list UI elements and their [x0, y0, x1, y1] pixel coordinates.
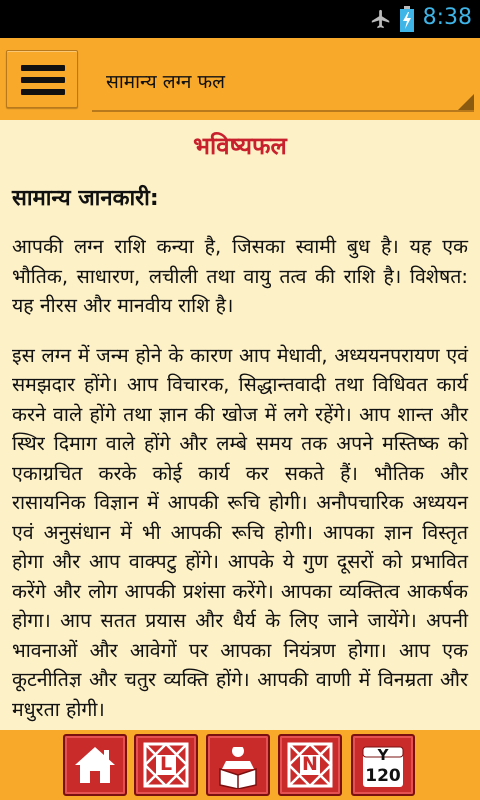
toolbar	[0, 38, 480, 120]
paragraph: आपकी लग्न राशि कन्या है, जिसका स्वामी बुध है। यह एक भौतिक, साधारण, लचीली तथा वायु तत्व की राशि है। विशेषत: यह नीरस और मानवीय राशि है।	[12, 235, 468, 317]
section-dropdown-value: सामान्य लग्न फल	[106, 71, 226, 93]
menu-button[interactable]	[6, 50, 78, 108]
yearly-forecast-button[interactable]	[351, 734, 415, 796]
lagna-kundli-button[interactable]	[134, 734, 198, 796]
hamburger-icon	[21, 65, 65, 71]
y-label: Y	[377, 746, 389, 764]
year-number: 120	[365, 766, 401, 786]
panchang-button[interactable]	[206, 734, 270, 796]
section-dropdown[interactable]	[92, 50, 474, 112]
clock: 8:38	[422, 5, 472, 30]
numerology-button[interactable]	[278, 734, 342, 796]
section-heading: सामान्य जानकारी:	[12, 186, 159, 211]
status-bar	[0, 0, 480, 38]
content-scroll-area[interactable]	[0, 120, 480, 730]
paragraph: इस लग्न में जन्म होने के कारण आप मेधावी, अध्ययनपरायण एवं समझदार होंगे। आप विचारक, सिद्धान्तवादी तथा विधिवत कार्य करने वाले होंगे तथा ज्ञान की खोज में लगे रहेंगे। आप शान्त और स्थिर दिमाग वाले होंगे और लम्बे समय तक अपने मस्तिष्क को एकाग्रचित करके कोई कार्य कर सकते हैं। भौतिक और रासायनिक विज्ञान में आपकी रूचि होगी। अनौपचारिक अध्ययन एवं अनुसंधान में भी आपकी रूचि होगी। आपका ज्ञान विस्तृत होगा और आप वाक्पटु होंगे। आपके ये गुण दूसरों को प्रभावित करेंगे और लोग आपकी प्रशंसा करेंगे। आपका व्यक्तित्व आकर्षक होगा। आप सतत प्रयास और धैर्य के लिए जाने जायेंगे। अपनी भावनाओं और आवेगों पर आपका नियंत्रण होगा। आप एक कूटनीतिज्ञ और चतुर व्यक्ति होंगे। आपकी वाणी में विनम्रता और मधुरता होगी।	[12, 343, 468, 721]
airplane-mode-icon	[370, 8, 392, 30]
page-title: भविष्यफल	[193, 132, 287, 160]
bottom-navigation	[0, 730, 480, 800]
battery-charging-icon	[400, 6, 414, 32]
person-reading-icon	[214, 741, 262, 789]
hamburger-icon-bar	[21, 77, 65, 83]
dropdown-corner-icon	[458, 94, 474, 110]
n-label: N	[302, 753, 318, 775]
home-button[interactable]	[63, 734, 127, 796]
hamburger-icon-bar	[21, 89, 65, 95]
home-icon	[71, 741, 119, 789]
l-label: L	[159, 753, 173, 775]
